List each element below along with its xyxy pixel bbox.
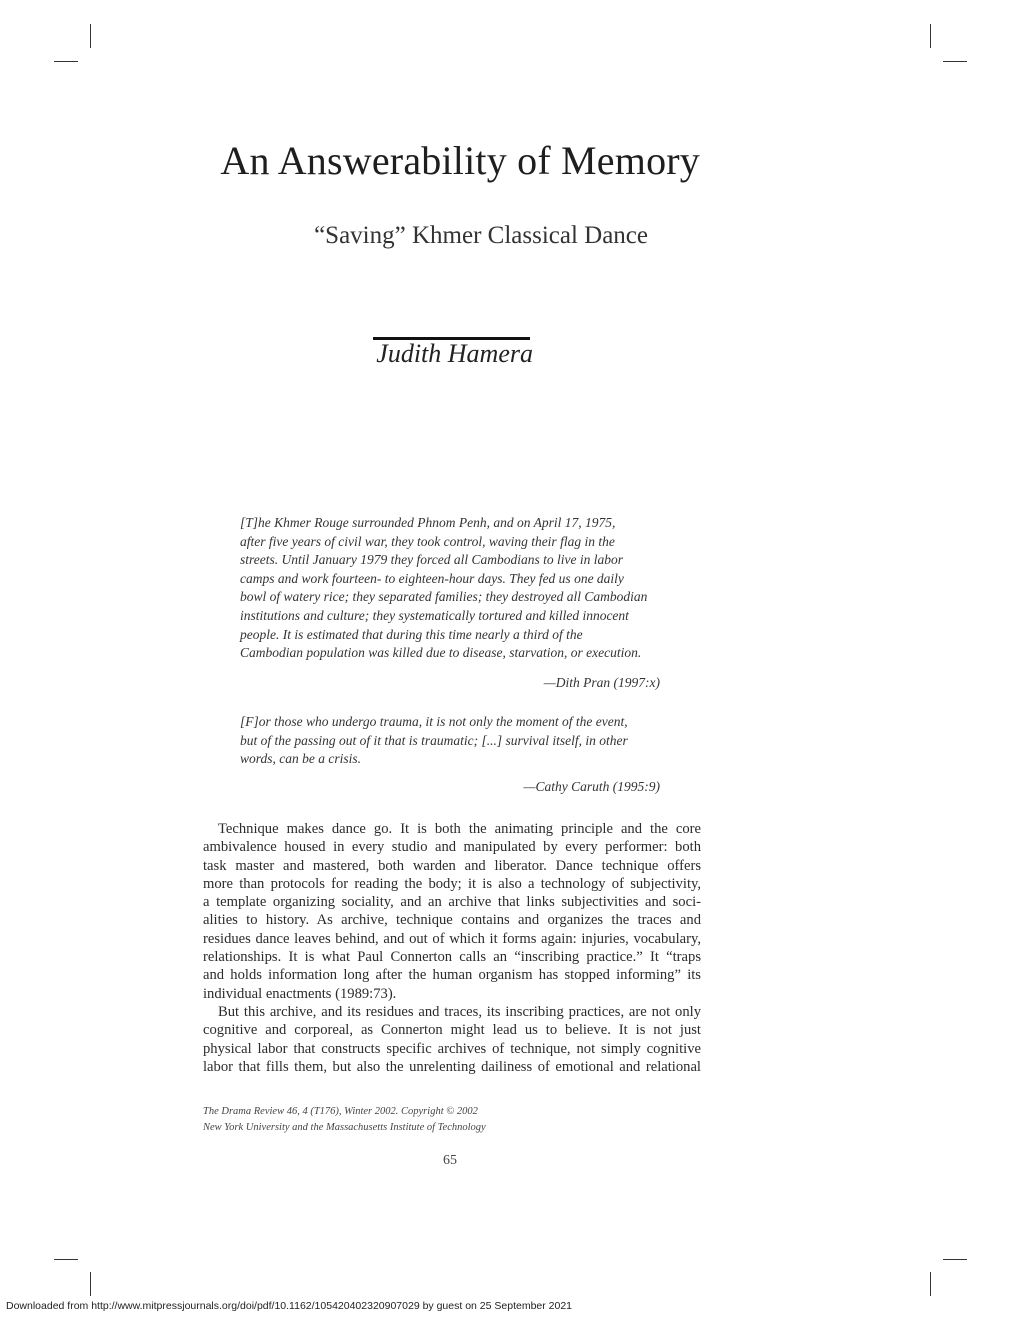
body-line: alities to history. As archive, technique contains and organizes the traces and — [203, 912, 701, 929]
crop-mark — [54, 61, 78, 62]
journal-footer — [203, 1104, 486, 1136]
body-line: labor that fills them, but also the unrelenting dailiness of emotional and relational — [203, 1058, 701, 1075]
footer-citation: The Drama Review 46, 4 (T176), Winter 2002. Copyright © 2002 — [203, 1106, 478, 1117]
body-line: ambivalence housed in every studio and manipulated by every performer: both — [203, 839, 701, 856]
crop-mark — [943, 1259, 967, 1260]
epigraph-line: Cambodian population was killed due to disease, starvation, or execution. — [240, 645, 642, 661]
epigraph-line: [F]or those who undergo trauma, it is not only the moment of the event, — [240, 714, 628, 729]
epigraph-line: after five years of civil war, they took control, waving their flag in the — [240, 533, 615, 549]
epigraph-attribution: —Dith Pran (1997:x) — [543, 675, 660, 690]
crop-mark — [930, 24, 931, 48]
crop-mark — [90, 1272, 91, 1296]
crop-mark — [90, 24, 91, 48]
body-line: individual enactments (1989:73). — [203, 985, 397, 1002]
footer-publisher: New York University and the Massachusetts Institute of Technology — [203, 1122, 486, 1133]
body-line: and holds information long after the human organism has stopped informing” its — [203, 967, 701, 984]
page-number: 65 — [443, 1153, 457, 1168]
body-line: a template organizing sociality, and an archive that links subjectivities and soci- — [203, 894, 701, 911]
epigraph-caruth — [240, 713, 660, 769]
epigraph-line: people. It is estimated that during this time nearly a third of the — [240, 626, 583, 642]
epigraph-line: camps and work fourteen- to eighteen-hour days. They fed us one daily — [240, 570, 624, 586]
epigraph-line: [T]he Khmer Rouge surrounded Phnom Penh, and on April 17, 1975, — [240, 515, 616, 530]
body-line: relationships. It is what Paul Connerton calls an “inscribing practice.” It “traps — [203, 949, 701, 966]
author-name: Judith Hamera — [376, 339, 533, 368]
crop-mark — [943, 61, 967, 62]
crop-mark — [54, 1259, 78, 1260]
epigraph-line: bowl of watery rice; they separated families; they destroyed all Cambodian — [240, 589, 648, 605]
epigraph-line: but of the passing out of it that is traumatic; [...] survival itself, in other — [240, 732, 628, 748]
body-text — [203, 820, 701, 1076]
body-line: task master and mastered, both warden and liberator. Dance technique offers — [203, 857, 701, 874]
download-notice: Downloaded from http://www.mitpressjournals.org/doi/pdf/10.1162/105420402320907029 by guest on 25 September 2021 — [6, 1300, 573, 1312]
article-subtitle: “Saving” Khmer Classical Dance — [314, 222, 648, 249]
body-line: physical labor that constructs specific archives of technique, not simply cognitive — [203, 1040, 701, 1057]
epigraph-attribution: —Cathy Caruth (1995:9) — [523, 779, 660, 794]
body-line: But this archive, and its residues and traces, its inscribing practices, are not only — [218, 1003, 701, 1020]
epigraph-line: institutions and culture; they systematically tortured and killed innocent — [240, 607, 629, 623]
body-line: more than protocols for reading the body; it is also a technology of subjectivity, — [203, 875, 701, 892]
article-title: An Answerability of Memory — [220, 138, 700, 183]
body-line: cognitive and corporeal, as Connerton might lead us to believe. It is not just — [203, 1022, 701, 1039]
epigraph-line: words, can be a crisis. — [240, 751, 361, 767]
epigraph-line: streets. Until January 1979 they forced all Cambodians to live in labor — [240, 552, 623, 568]
body-line: residues dance leaves behind, and out of which it forms again: injuries, vocabulary, — [203, 930, 701, 947]
epigraph-pran — [240, 514, 660, 663]
crop-mark — [930, 1272, 931, 1296]
body-line: Technique makes dance go. It is both the animating principle and the core — [218, 821, 701, 837]
